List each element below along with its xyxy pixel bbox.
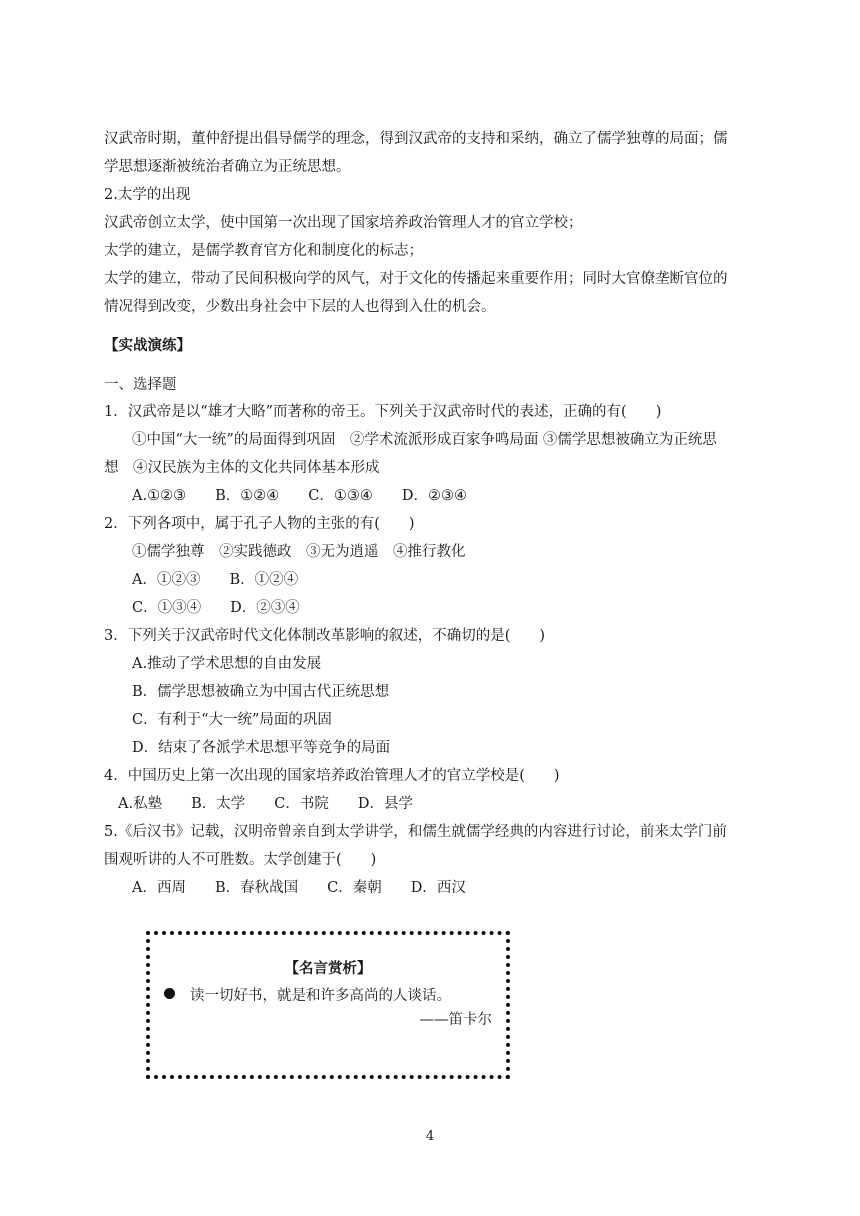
q2-items: ①儒学独尊 ②实践德政 ③无为逍遥 ④推行教化	[132, 544, 466, 560]
q3-option-c: C．有利于“大一统”局面的巩固	[132, 712, 332, 728]
q2-options-line-2: C．①③④ D．②③④	[132, 600, 300, 616]
practice-heading: 【实战演练】	[104, 338, 191, 354]
q2-stem: 2．下列各项中，属于孔子人物的主张的有( )	[104, 516, 415, 532]
q1-stem: 1．汉武帝是以“雄才大略”而著称的帝王。下列关于汉武帝时代的表述，正确的有( )	[104, 404, 662, 420]
q2-options-line-1: A．①②③ B．①②④	[132, 572, 299, 588]
q3-option-b: B．儒学思想被确立为中国古代正统思想	[132, 684, 390, 700]
q1-items-line-2: 想 ④汉民族为主体的文化共同体基本形成	[104, 460, 380, 476]
taixue-line-3: 太学的建立，带动了民间积极向学的风气，对于文化的传播起来重要作用；同时大官僚垄断官位的	[104, 271, 728, 287]
q4-options: A.私塾 B．太学 C．书院 D．县学	[118, 796, 413, 812]
page-number: 4	[425, 1129, 435, 1144]
q1-items-line-1: ①中国“大一统”的局面得到巩固 ②学术流派形成百家争鸣局面 ③儒学思想被确立为正统思	[132, 432, 717, 448]
q4-stem: 4．中国历史上第一次出现的国家培养政治管理人才的官立学校是( )	[104, 768, 560, 784]
q1-options: A.①②③ B．①②④ C．①③④ D．②③④	[132, 488, 467, 504]
q3-option-d: D．结束了各派学术思想平等竞争的局面	[132, 740, 391, 756]
q3-option-a: A.推动了学术思想的自由发展	[132, 656, 322, 672]
subsection-title: 2.太学的出现	[104, 187, 191, 203]
quote-title: 【名言赏析】	[284, 961, 372, 977]
taixue-line-1: 汉武帝创立太学，使中国第一次出现了国家培养政治管理人才的官立学校；	[104, 215, 583, 231]
q3-stem: 3．下列关于汉武帝时代文化体制改革影响的叙述，不确切的是( )	[104, 628, 546, 644]
q5-stem-line-2: 围观听讲的人不可胜数。太学创建于( )	[104, 852, 377, 868]
section-title: 一、选择题	[104, 377, 177, 393]
taixue-line-4: 情况得到改变，少数出身社会中下层的人也得到入仕的机会。	[104, 299, 496, 315]
quote-box	[146, 931, 510, 1079]
q5-options: A．西周 B．春秋战国 C．秦朝 D．西汉	[132, 880, 466, 896]
quote-author: ——笛卡尔	[419, 1012, 492, 1028]
intro-line-2: 学思想逐渐被统治者确立为正统思想。	[104, 159, 351, 175]
intro-line-1: 汉武帝时期，董仲舒提出倡导儒学的理念，得到汉武帝的支持和采纳，确立了儒学独尊的局面；儒	[104, 131, 728, 147]
quote-text: 读一切好书，就是和许多高尚的人谈话。	[190, 988, 451, 1004]
q5-stem-line-1: 5.《后汉书》记载，汉明帝曾亲自到太学讲学，和儒生就儒学经典的内容进行讨论，前来太学门前	[104, 824, 727, 840]
taixue-line-2: 太学的建立，是儒学教育官方化和制度化的标志；	[104, 243, 423, 259]
bullet-icon	[164, 988, 175, 999]
